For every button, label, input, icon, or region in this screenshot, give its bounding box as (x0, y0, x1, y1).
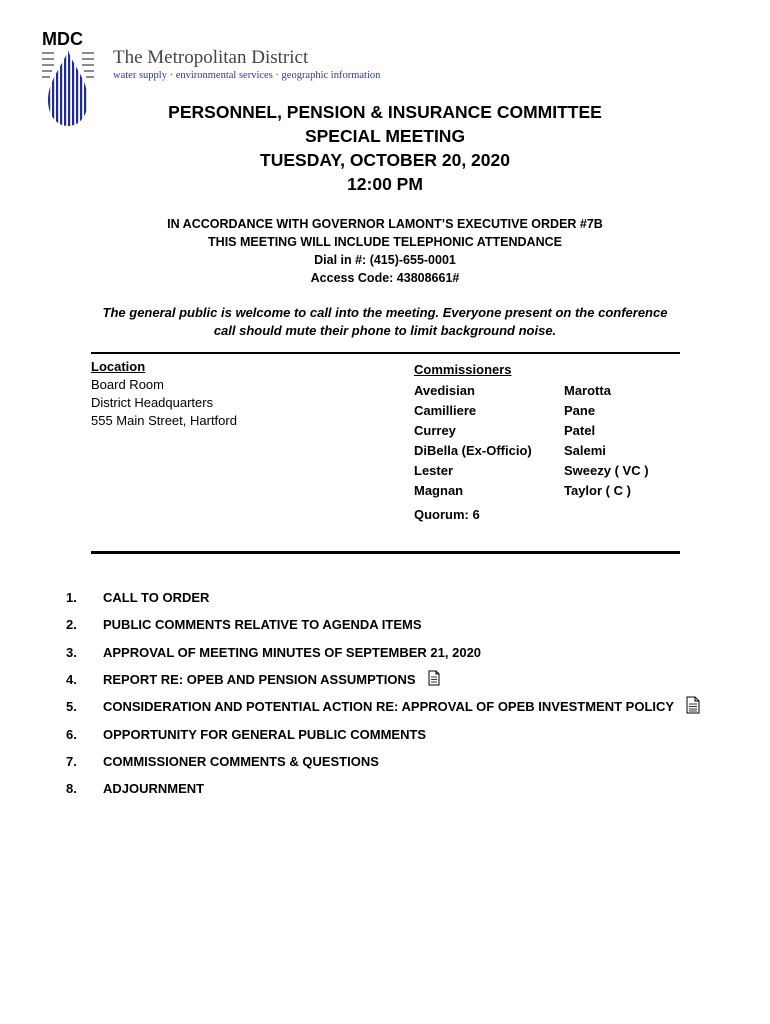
commissioner-name: Taylor ( C ) (564, 483, 631, 498)
agenda-item (66, 693, 756, 720)
meeting-date: TUESDAY, OCTOBER 20, 2020 (260, 150, 510, 170)
commissioner-name: Currey (414, 423, 456, 438)
commissioner-name: Pane (564, 403, 596, 418)
agenda-item-number: 8. (66, 781, 77, 797)
commissioners-heading: Commissioners (414, 362, 512, 377)
meeting-time: 12:00 PM (347, 174, 423, 194)
agenda-item (66, 611, 756, 638)
agenda-item-text: CONSIDERATION AND POTENTIAL ACTION RE: APPROVAL OF OPEB INVESTMENT POLICY (103, 699, 675, 715)
location-heading: Location (91, 359, 146, 374)
executive-order-block (0, 215, 770, 287)
agenda-item-text: COMMISSIONER COMMENTS & QUESTIONS (103, 753, 379, 769)
agenda-item-text: ADJOURNMENT (103, 781, 205, 797)
agenda-item (66, 775, 756, 802)
agenda-item-number: 2. (66, 617, 77, 633)
meeting-title-block (0, 100, 770, 196)
agenda-item (66, 639, 756, 666)
agenda-item-number: 5. (66, 699, 77, 715)
commissioners-list (414, 381, 684, 501)
telephonic-attendance-line: THIS MEETING WILL INCLUDE TELEPHONIC ATTENDANCE (208, 235, 562, 249)
document-icon[interactable] (428, 670, 440, 689)
location-address: 555 Main Street, Hartford (91, 413, 237, 428)
agenda-item-number: 6. (66, 726, 77, 742)
org-tagline: water supply · environmental services · geographic information (113, 70, 381, 81)
commissioner-name: Sweezy ( VC ) (564, 463, 649, 478)
executive-order-line: IN ACCORDANCE WITH GOVERNOR LAMONT’S EXECUTIVE ORDER #7B (167, 217, 603, 231)
commissioner-name: Salemi (564, 443, 606, 458)
divider-top (91, 352, 680, 354)
public-notice-line-2: call should mute their phone to limit background noise. (213, 323, 557, 338)
commissioner-name: DiBella (Ex-Officio) (414, 443, 532, 458)
public-notice-line-1: The general public is welcome to call into the meeting. Everyone present on the conference (102, 305, 668, 320)
commissioner-name: Magnan (414, 483, 464, 498)
access-code: Access Code: 43808661# (310, 271, 460, 285)
quorum: Quorum: 6 (414, 507, 480, 522)
commissioner-name: Camilliere (414, 403, 477, 418)
org-header (113, 47, 380, 81)
location-building: District Headquarters (91, 395, 214, 410)
divider-bottom (91, 551, 680, 554)
agenda-item-number: 4. (66, 672, 77, 688)
location-block (91, 358, 237, 430)
document-icon[interactable] (686, 696, 700, 717)
logo-text: MDC (42, 29, 83, 49)
committee-title: PERSONNEL, PENSION & INSURANCE COMMITTEE (168, 102, 602, 122)
dial-in-number: Dial in #: (415)-655-0001 (314, 253, 456, 267)
commissioner-name: Patel (564, 423, 596, 438)
agenda-item-text: REPORT RE: OPEB AND PENSION ASSUMPTIONS (103, 672, 416, 688)
commissioner-name: Marotta (564, 383, 611, 398)
commissioner-name: Avedisian (414, 383, 475, 398)
location-room: Board Room (91, 377, 164, 392)
agenda-item-text: APPROVAL OF MEETING MINUTES OF SEPTEMBER 21, 2020 (103, 644, 482, 660)
agenda-item (66, 748, 756, 775)
public-notice (40, 304, 730, 340)
agenda-item-text: OPPORTUNITY FOR GENERAL PUBLIC COMMENTS (103, 726, 427, 742)
commissioner-name: Lester (414, 463, 454, 478)
agenda-item (66, 584, 756, 611)
commissioners-block (414, 361, 684, 525)
agenda-item (66, 666, 756, 693)
agenda-item-number: 7. (66, 753, 77, 769)
agenda-item-text: PUBLIC COMMENTS RELATIVE TO AGENDA ITEMS (103, 617, 422, 633)
org-name: The Metropolitan District (113, 47, 309, 68)
agenda-item (66, 720, 756, 747)
agenda-item-text: CALL TO ORDER (103, 590, 210, 606)
agenda-item-number: 1. (66, 590, 77, 606)
meeting-type: SPECIAL MEETING (304, 126, 466, 146)
agenda-item-number: 3. (66, 644, 77, 660)
agenda-list (66, 584, 756, 802)
